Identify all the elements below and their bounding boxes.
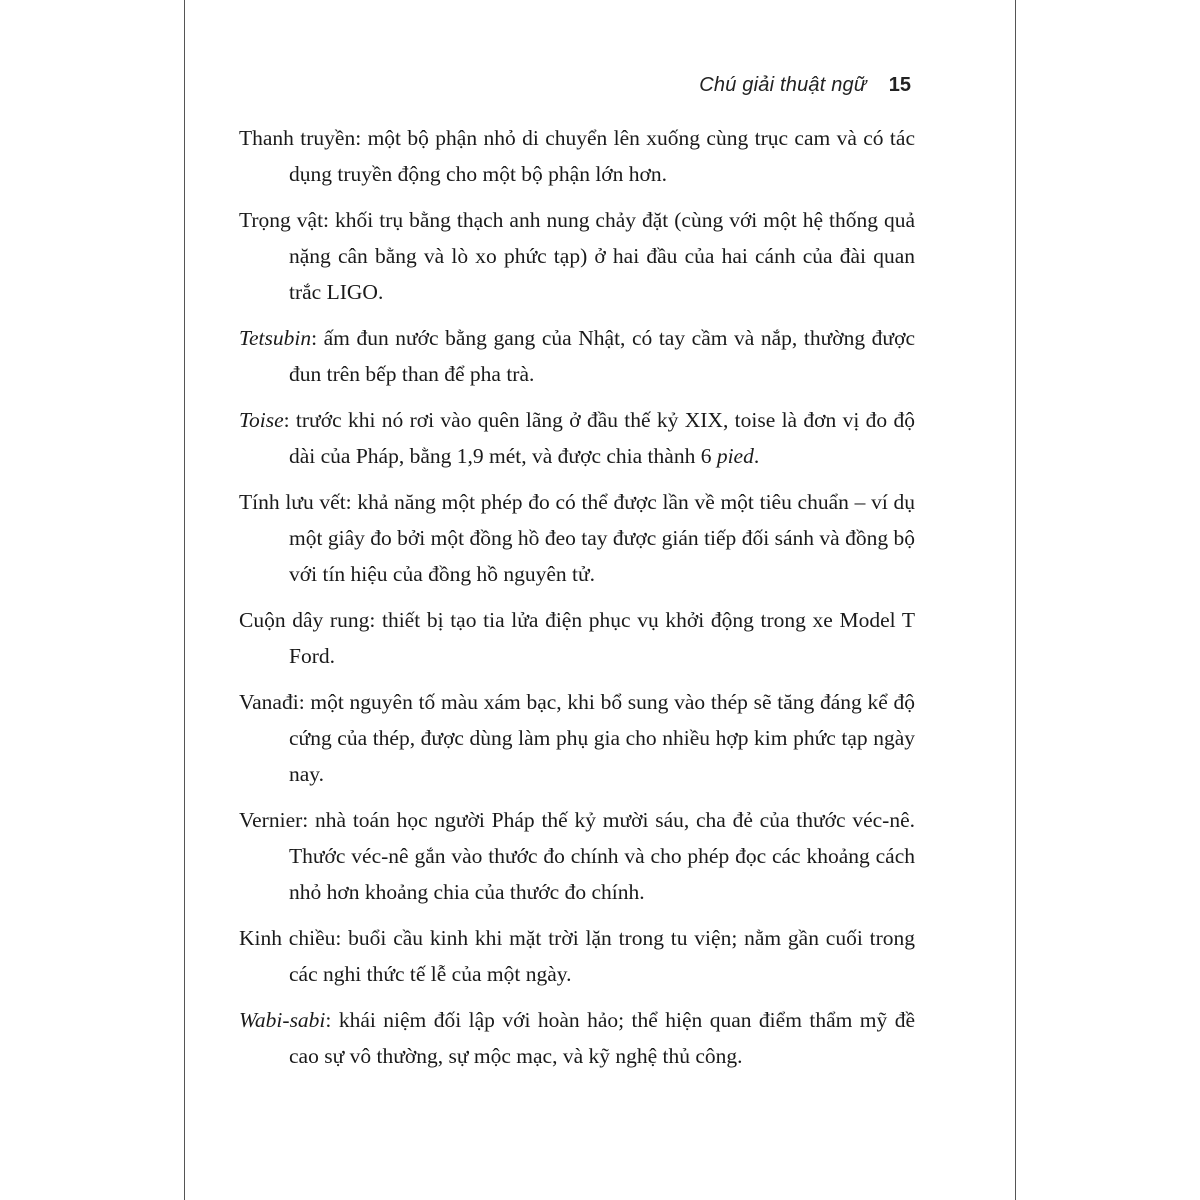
running-header <box>699 74 911 97</box>
glossary-entry <box>239 484 915 592</box>
glossary-term: Tetsubin <box>239 326 312 350</box>
glossary-definition: : thiết bị tạo tia lửa điện phục vụ khởi động trong xe Model T Ford. <box>289 608 915 668</box>
glossary-definition: : một bộ phận nhỏ di chuyển lên xuống cùng trục cam và có tác dụng truyền động cho một bộ phận lớn hơn. <box>289 126 915 186</box>
glossary-definition: : trước khi nó rơi vào quên lãng ở đầu thế kỷ XIX, toise là đơn vị đo độ dài của Pháp, bằng 1,9 mét, và được chia thành 6 <box>283 408 915 468</box>
glossary-term: Wabi-sabi <box>239 1008 326 1032</box>
glossary-term: Toise <box>239 408 284 432</box>
glossary-entry <box>239 684 915 792</box>
book-page <box>184 0 1016 1200</box>
chapter-title: Chú giải thuật ngữ <box>699 74 867 96</box>
glossary-definition: : khối trụ bằng thạch anh nung chảy đặt (cùng với một hệ thống quả nặng cân bằng và lò xo phức tạp) ở hai đầu của hai cánh của đài quan trắc LIGO. <box>289 208 915 304</box>
glossary-definition: : nhà toán học người Pháp thế kỷ mười sáu, cha đẻ của thước véc-nê. Thước véc-nê gắn vào thước đo chính và cho phép đọc các khoảng cách nhỏ hơn khoảng chia của thước đo chính. <box>289 808 915 904</box>
glossary-term: Tính lưu vết <box>239 490 346 514</box>
glossary-entry <box>239 920 915 992</box>
glossary-entry <box>239 602 915 674</box>
glossary-entry <box>239 802 915 910</box>
glossary-term: Thanh truyền <box>239 126 356 150</box>
glossary-entry <box>239 120 915 192</box>
glossary-definition: : ấm đun nước bằng gang của Nhật, có tay cầm và nắp, thường được đun trên bếp than để pha trà. <box>289 326 915 386</box>
glossary-term: Cuộn dây rung <box>239 608 370 632</box>
glossary-definition: : khả năng một phép đo có thể được lần về một tiêu chuẩn – ví dụ một giây đo bởi một đồng hồ đeo tay được gián tiếp đối sánh và đồng bộ với tín hiệu của đồng hồ nguyên tử. <box>289 490 915 586</box>
glossary-definition: : khái niệm đối lập với hoàn hảo; thể hiện quan điểm thẩm mỹ đề cao sự vô thường, sự mộc mạc, và kỹ nghệ thủ công. <box>289 1008 915 1068</box>
glossary-definition: : một nguyên tố màu xám bạc, khi bổ sung vào thép sẽ tăng đáng kể độ cứng của thép, được dùng làm phụ gia cho nhiều hợp kim phức tạp ngày nay. <box>289 690 915 786</box>
glossary-entry <box>239 202 915 310</box>
glossary-entry <box>239 402 915 474</box>
glossary-term: Kinh chiều <box>239 926 336 950</box>
glossary-entry <box>239 320 915 392</box>
glossary-term: Trọng vật <box>239 208 324 232</box>
glossary-list <box>239 120 915 1084</box>
glossary-term: Vanađi <box>239 690 299 714</box>
glossary-term: Vernier <box>239 808 303 832</box>
italic-unit: pied <box>716 444 754 468</box>
page-number: 15 <box>888 74 911 96</box>
definition-end: . <box>753 444 760 468</box>
glossary-definition: : buổi cầu kinh khi mặt trời lặn trong tu viện; nằm gần cuối trong các nghi thức tế lễ của một ngày. <box>289 926 915 986</box>
glossary-entry <box>239 1002 915 1074</box>
